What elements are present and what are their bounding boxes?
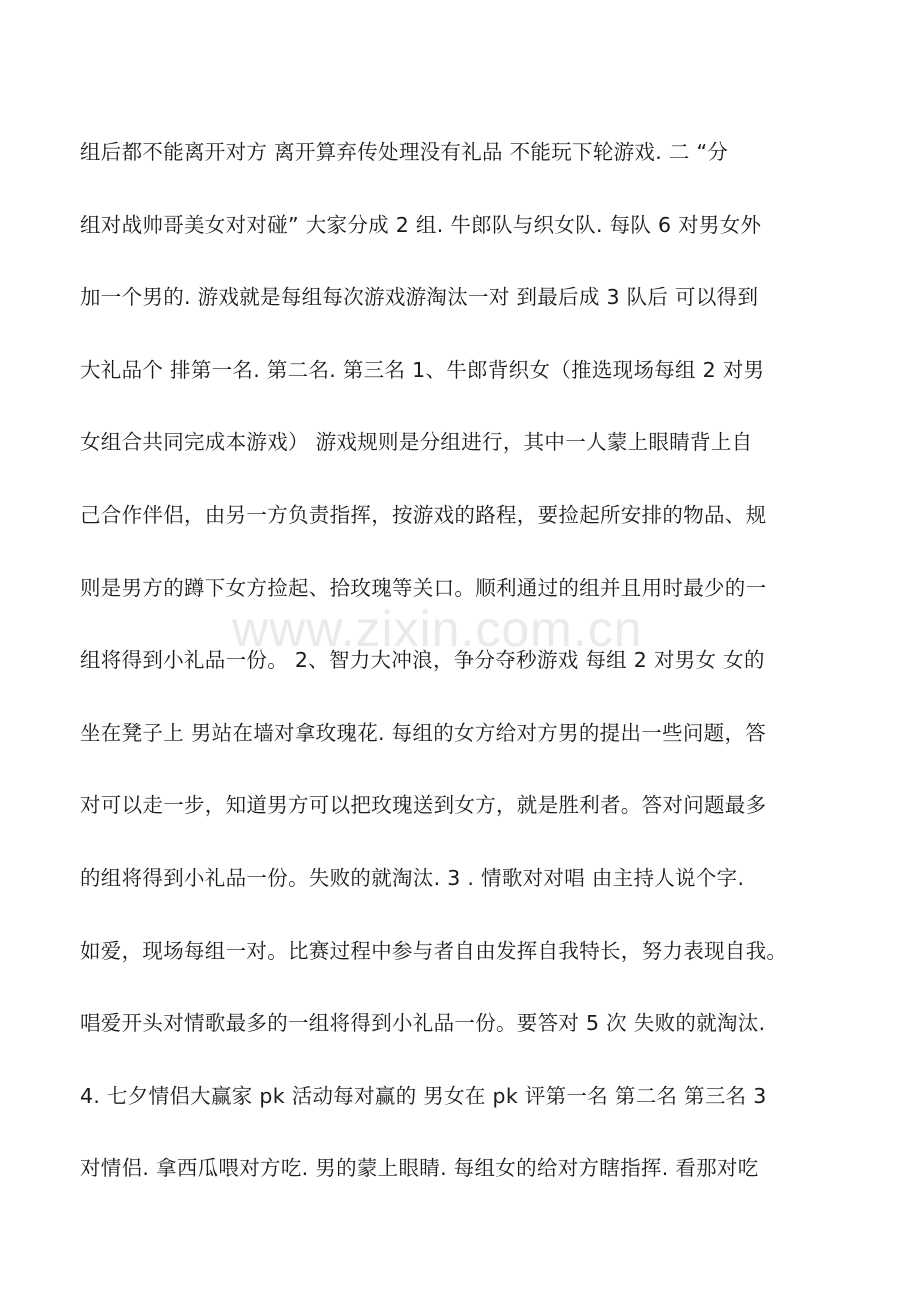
text-line: 组后都不能离开对方 离开算弃传处理没有礼品 不能玩下轮游戏. 二 “分 [80,140,729,164]
document-body [80,126,850,1215]
text-line: 大礼品个 排第一名. 第二名. 第三名 1、牛郎背织女（推选现场每组 2 对男 [80,357,765,382]
text-line: 己合作伴侣，由另一方负责指挥，按游戏的路程，要捡起所安排的物品、规 [80,502,767,527]
text-line: 加一个男的. 游戏就是每组每次游戏游淘汰一对 到最后成 3 队后 可以得到 [80,285,759,310]
text-line: 女组合共同完成本游戏） 游戏规则是分组进行，其中一人蒙上眼睛背上自 [80,430,753,455]
text-line: 4. 七夕情侣大赢家 pk 活动每对赢的 男女在 pk 评第一名 第二名 第三名 3 [80,1083,767,1108]
text-line: 对情侣. 拿西瓜喂对方吃. 男的蒙上眼睛. 每组女的给对方瞎指挥. 看那对吃 [80,1156,759,1181]
text-line: 的组将得到小礼品一份。失败的就淘汰. 3 . 情歌对对唱 由主持人说个字. [80,865,745,890]
text-line: 如爱，现场每组一对。比赛过程中参与者自由发挥自我特长，努力表现自我。 [80,938,788,963]
watermark-text: www.zixin.com.cn [232,601,643,657]
text-line: 唱爱开头对情歌最多的一组将得到小礼品一份。要答对 5 次 失败的就淘汰. [80,1011,766,1036]
text-line: 坐在凳子上 男站在墙对拿玫瑰花. 每组的女方给对方男的提出一些问题，答 [80,720,767,745]
text-line: 组将得到小礼品一份。 2、智力大冲浪，争分夺秒游戏 每组 2 对男女 女的 [80,648,765,673]
text-line: 组对战帅哥美女对对碰” 大家分成 2 组. 牛郎队与织女队. 每队 6 对男女外 [80,212,762,237]
text-line: 则是男方的蹲下女方捡起、拾玫瑰等关口。顺利通过的组并且用时最少的一 [80,575,767,600]
text-line: 对可以走一步，知道男方可以把玫瑰送到女方，就是胜利者。答对问题最多 [80,793,767,818]
